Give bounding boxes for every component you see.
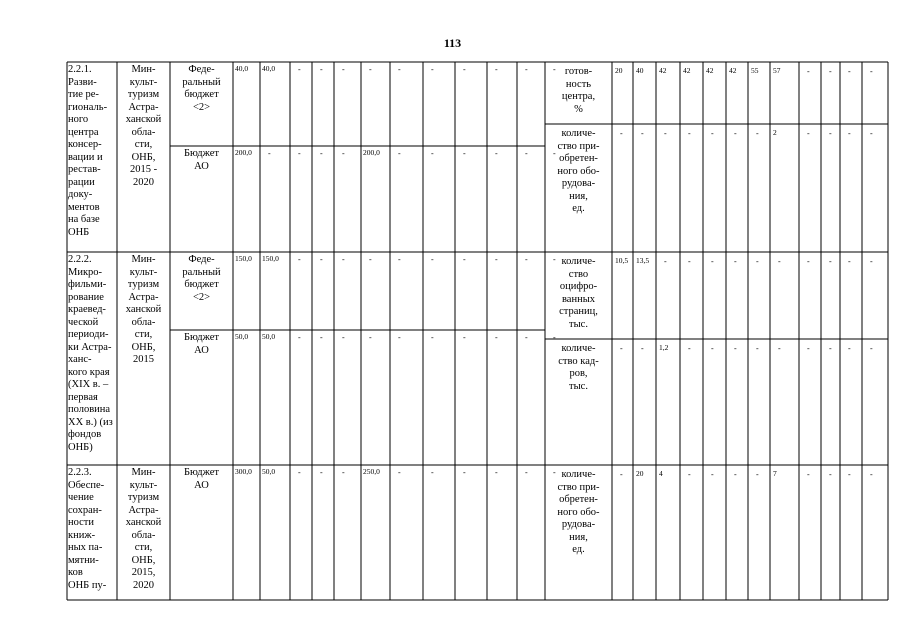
indicator-value: - — [807, 67, 810, 76]
indicator-value: 4 — [659, 469, 663, 478]
source-value: 200,0 — [235, 148, 252, 157]
source-value: - — [431, 468, 434, 477]
indicator-value: - — [848, 344, 851, 353]
source-value: 50,0 — [262, 467, 276, 476]
source-value: - — [553, 255, 556, 264]
indicator-value: - — [848, 129, 851, 138]
source-value: - — [553, 65, 556, 74]
indicator-value: 40 — [636, 66, 644, 75]
indicator-value: - — [711, 344, 714, 353]
indicator-value: - — [829, 344, 832, 353]
source-value: - — [431, 149, 434, 158]
source-name: Бюджет АО — [183, 148, 220, 172]
indicator-value: - — [870, 470, 873, 479]
source-value: - — [342, 65, 345, 74]
source-value: - — [320, 333, 323, 342]
executor-cell: Мин- культ- туризм Астра- ханской обла- сти, ОНБ, 2015, 2020 — [125, 467, 162, 591]
source-value: 200,0 — [363, 148, 380, 157]
indicator-name: количе- ство оцифро- ванных страниц, тыс. — [559, 256, 598, 330]
indicator-value: - — [688, 129, 691, 138]
indicator-value: 20 — [615, 66, 623, 75]
indicator-value: 7 — [773, 469, 777, 478]
source-value: - — [298, 255, 301, 264]
source-value: - — [463, 255, 466, 264]
source-value: - — [342, 333, 345, 342]
source-value: - — [398, 255, 401, 264]
source-value: 40,0 — [262, 64, 276, 73]
source-value: - — [495, 65, 498, 74]
source-value: 150,0 — [262, 254, 279, 263]
indicator-value: - — [641, 129, 644, 138]
indicator-value: - — [756, 257, 759, 266]
indicator-value: - — [870, 129, 873, 138]
source-value: 300,0 — [235, 467, 252, 476]
source-value: - — [369, 255, 372, 264]
measure-cell: 2.2.2. Микро- фильми- рование краевед- ческой периоди- ки Астра- ханс- кого края (XIX в. – первая половина XX в.) (из фондов ОНБ) — [68, 254, 113, 453]
source-name: Бюджет АО — [183, 467, 220, 491]
source-value: - — [398, 149, 401, 158]
indicator-value: - — [664, 257, 667, 266]
indicator-value: - — [711, 470, 714, 479]
source-value: - — [553, 333, 556, 342]
source-value: - — [495, 149, 498, 158]
page-number: 113 — [443, 36, 462, 50]
indicator-name: количе- ство при- обретен- ного обо- рудова- ния, ед. — [557, 128, 600, 214]
source-value: - — [298, 149, 301, 158]
source-value: 150,0 — [235, 254, 252, 263]
source-value: - — [525, 149, 528, 158]
source-value: - — [495, 468, 498, 477]
indicator-value: - — [870, 344, 873, 353]
indicator-value: - — [848, 257, 851, 266]
source-value: - — [298, 468, 301, 477]
indicator-value: - — [807, 344, 810, 353]
source-value: - — [398, 468, 401, 477]
source-value: 40,0 — [235, 64, 249, 73]
indicator-value: - — [756, 344, 759, 353]
source-value: - — [369, 333, 372, 342]
indicator-value: 13,5 — [636, 256, 650, 265]
indicator-value: - — [829, 257, 832, 266]
source-value: - — [320, 468, 323, 477]
source-value: - — [320, 149, 323, 158]
indicator-value: - — [688, 470, 691, 479]
indicator-value: - — [734, 257, 737, 266]
indicator-name: количе- ство кад- ров, тыс. — [558, 343, 599, 392]
source-value: - — [342, 468, 345, 477]
indicator-value: 20 — [636, 469, 644, 478]
indicator-value: - — [807, 257, 810, 266]
source-value: - — [431, 65, 434, 74]
source-value: 50,0 — [262, 332, 276, 341]
indicator-value: - — [734, 470, 737, 479]
indicator-value: - — [807, 470, 810, 479]
source-name: Феде- ральный бюджет <2> — [182, 64, 221, 113]
executor-cell: Мин- культ- туризм Астра- ханской обла- сти, ОНБ, 2015 - 2020 — [125, 64, 162, 188]
source-value: - — [495, 333, 498, 342]
source-name: Феде- ральный бюджет <2> — [182, 254, 221, 303]
source-value: - — [463, 149, 466, 158]
source-name: Бюджет АО — [183, 332, 220, 356]
indicator-value: - — [829, 470, 832, 479]
measure-cell: 2.2.3. Обеспе- чение сохран- ности книж- ных па- мятни- ков ОНБ пу- — [68, 467, 107, 591]
indicator-value: 55 — [751, 66, 759, 75]
indicator-value: 1,2 — [659, 343, 669, 352]
indicator-value: - — [711, 257, 714, 266]
indicator-value: - — [620, 470, 623, 479]
source-value: - — [463, 468, 466, 477]
source-value: - — [320, 65, 323, 74]
source-value: - — [342, 149, 345, 158]
indicator-value: - — [807, 129, 810, 138]
executor-cell: Мин- культ- туризм Астра- ханской обла- сти, ОНБ, 2015 — [125, 254, 162, 365]
source-value: - — [463, 65, 466, 74]
indicator-value: - — [734, 344, 737, 353]
source-value: 50,0 — [235, 332, 249, 341]
indicator-value: - — [829, 129, 832, 138]
indicator-value: - — [848, 470, 851, 479]
source-value: - — [525, 255, 528, 264]
indicator-value: - — [620, 129, 623, 138]
indicator-value: 42 — [729, 66, 737, 75]
measure-cell: 2.2.1. Разви- тие ре- гиональ- ного центра консер- вации и рестав- рации доку- ментов на базе ОНБ — [68, 64, 108, 238]
indicator-value: - — [870, 67, 873, 76]
indicator-value: - — [734, 129, 737, 138]
indicator-value: - — [778, 344, 781, 353]
indicator-value: - — [688, 344, 691, 353]
indicator-value: - — [641, 344, 644, 353]
source-value: - — [495, 255, 498, 264]
indicator-value: - — [711, 129, 714, 138]
indicator-value: 2 — [773, 128, 777, 137]
indicator-value: - — [688, 257, 691, 266]
indicator-value: - — [620, 344, 623, 353]
indicator-value: - — [778, 257, 781, 266]
source-value: - — [268, 149, 271, 158]
source-value: - — [431, 255, 434, 264]
source-value: - — [431, 333, 434, 342]
source-value: - — [320, 255, 323, 264]
source-value: - — [553, 468, 556, 477]
indicator-value: 42 — [706, 66, 714, 75]
source-value: - — [553, 149, 556, 158]
indicator-value: - — [848, 67, 851, 76]
indicator-value: 10,5 — [615, 256, 629, 265]
indicator-value: 42 — [683, 66, 691, 75]
indicator-value: - — [829, 67, 832, 76]
source-value: - — [298, 333, 301, 342]
indicator-name: готов- ность центра, % — [561, 66, 596, 115]
source-value: - — [525, 468, 528, 477]
source-value: - — [525, 65, 528, 74]
source-value: - — [463, 333, 466, 342]
source-value: - — [398, 333, 401, 342]
indicator-value: 42 — [659, 66, 667, 75]
source-value: - — [298, 65, 301, 74]
source-value: 250,0 — [363, 467, 380, 476]
source-value: - — [369, 65, 372, 74]
indicator-value: - — [756, 470, 759, 479]
source-value: - — [398, 65, 401, 74]
indicator-value: - — [870, 257, 873, 266]
source-value: - — [525, 333, 528, 342]
indicator-name: количе- ство при- обретен- ного обо- рудова- ния, ед. — [557, 469, 600, 555]
indicator-value: - — [664, 129, 667, 138]
indicator-value: - — [756, 129, 759, 138]
indicator-value: 57 — [773, 66, 781, 75]
source-value: - — [342, 255, 345, 264]
